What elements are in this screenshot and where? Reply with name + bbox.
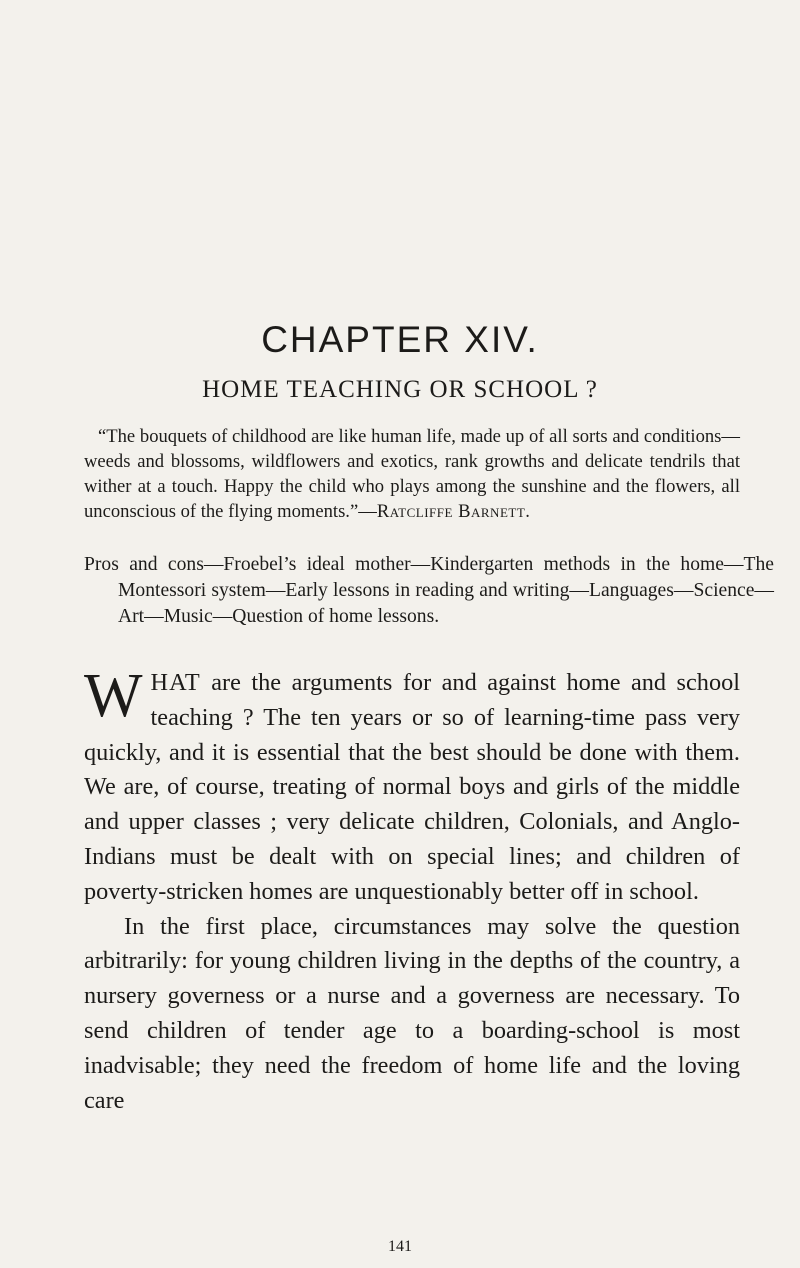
lead-caps: HAT [150, 669, 201, 696]
epigraph [84, 424, 740, 524]
paragraph-2: In the first place, circumstances may solve the question arbitrarily: for young children living in the depths of the country, a nursery governess or a nurse and a governess are necessary. To send children of tender age to a boarding-school is most inadvisable; they need the freedom of home life and the loving care [84, 912, 740, 1114]
epigraph-quote: “The bouquets of childhood are like human life, made up of all sorts and conditions—weeds and blossoms, wildflowers and exotics, rank growths and delicate tendrils that wither at a touch. Happy the child who plays among the sunshine and the flowers, all unconscious of the flying moments.”— [84, 426, 740, 522]
chapter-title: CHAPTER XIV. [261, 319, 539, 360]
chapter-subtitle: HOME TEACHING OR SCHOOL ? [202, 376, 598, 403]
body-text [84, 662, 740, 1118]
page-number: 141 [388, 1238, 412, 1255]
paragraph-1 [84, 662, 740, 910]
epigraph-attribution: Ratcliffe Barnett. [376, 501, 531, 522]
paragraph-1-text: are the arguments for and against home and school teaching ? The ten years or so of learning-time pass very quickly, and it is essential that the best should be done with them. We are, of course, treating of normal boys and girls of the middle and upper classes ; very delicate children, Colonials, and Anglo-Indians must be dealt with on special lines; and children of poverty-stricken homes are unquestionably better off in school. [84, 669, 740, 905]
drop-cap: W [84, 662, 143, 730]
chapter-synopsis: Pros and cons—Froebel’s ideal mother—Kindergarten methods in the home—The Montessori system—Early lessons in reading and writing—Languages—Science—Art—Music—Question of home lessons. [84, 554, 774, 627]
